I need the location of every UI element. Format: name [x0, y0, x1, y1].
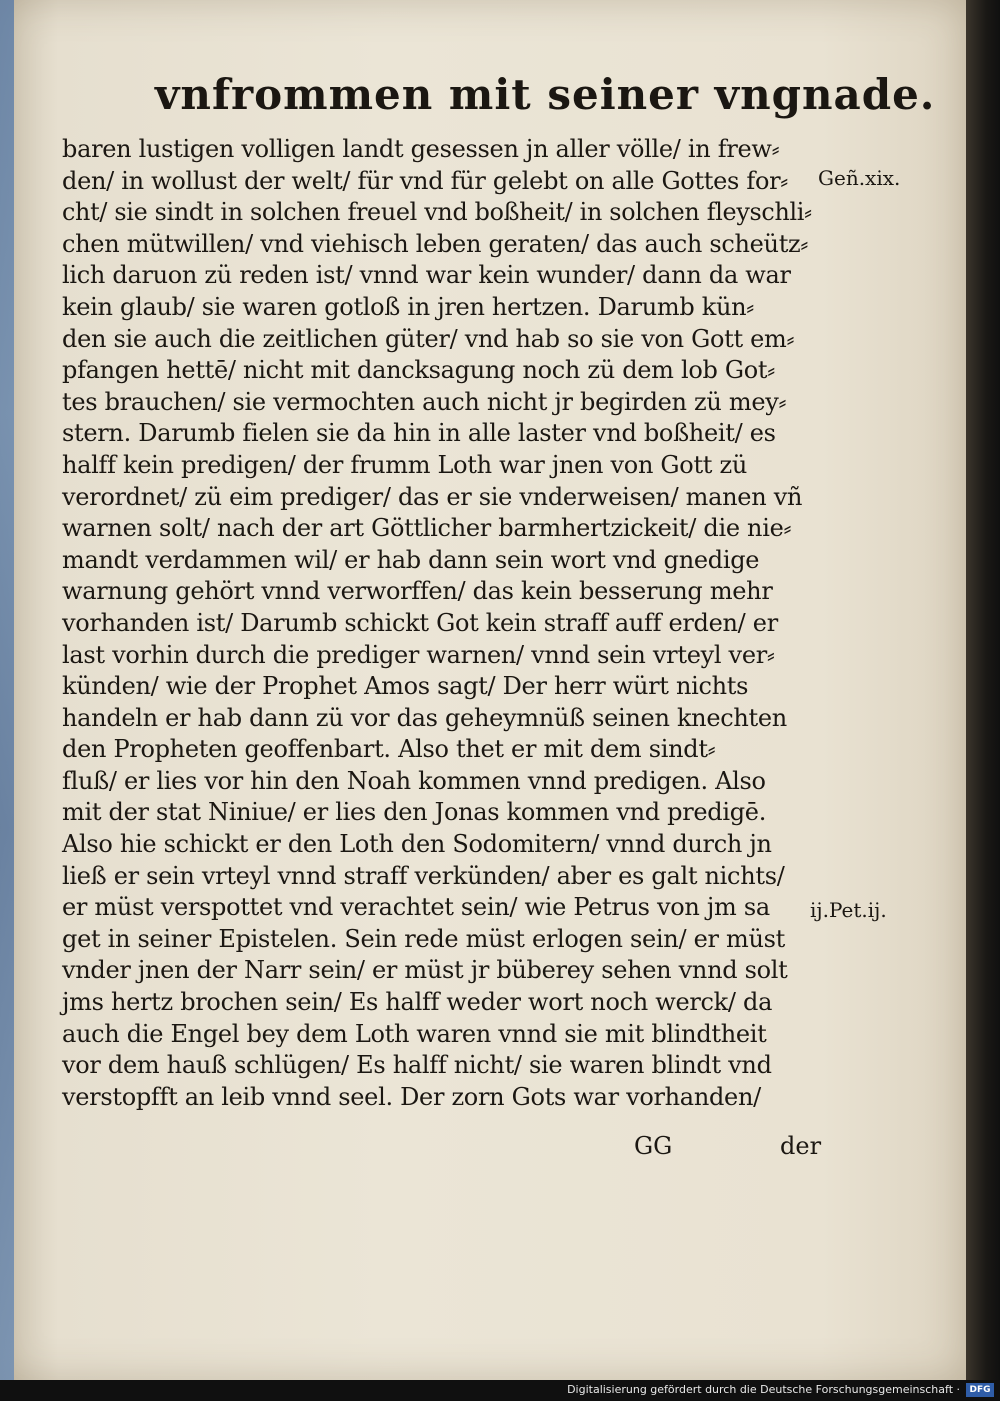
- text-line: vor dem hauß schlügen/ Es halff nicht/ sie waren blindt vnd: [62, 1051, 772, 1080]
- text-line: auch die Engel bey dem Loth waren vnnd sie mit blindtheit: [62, 1019, 767, 1048]
- text-line: stern. Darumb fielen sie da hin in alle laster vnd boßheit/ es: [62, 419, 776, 448]
- text-line: den/ in wollust der welt/ für vnd für gelebt on alle Gottes for⸗: [62, 166, 788, 195]
- text-line: cht/ sie sindt in solchen freuel vnd boßheit/ in solchen fleyschli⸗: [62, 198, 812, 227]
- page-edge-shadow: [966, 0, 1000, 1380]
- text-line: halff kein predigen/ der frumm Loth war jnen von Gott zü: [62, 450, 747, 479]
- dfg-logo-icon: DFG: [966, 1383, 994, 1397]
- text-line: mandt verdammen wil/ er hab dann sein wort vnd gnedige: [62, 545, 760, 574]
- catchword: der: [780, 1132, 822, 1160]
- text-line: vnder jnen der Narr sein/ er müst jr büberey sehen vnnd solt: [62, 956, 788, 985]
- text-line: lich daruon zü reden ist/ vnnd war kein wunder/ dann da war: [62, 261, 791, 290]
- funding-credit: Digitalisierung gefördert durch die Deutsche Forschungsgemeinschaft ·: [567, 1383, 960, 1396]
- text-line: handeln er hab dann zü vor das geheymnüß seinen knechten: [62, 703, 787, 732]
- text-line: get in seiner Epistelen. Sein rede müst erlogen sein/ er müst: [62, 924, 785, 953]
- text-line: vorhanden ist/ Darumb schickt Got kein straff auff erden/ er: [62, 608, 778, 637]
- text-line: baren lustigen volligen landt gesessen jn aller völle/ in frew⸗: [62, 135, 780, 163]
- signature-mark: GG: [634, 1132, 673, 1160]
- text-line: pfangen hettē/ nicht mit dancksagung noch zü dem lob Got⸗: [62, 356, 775, 385]
- text-line: künden/ wie der Prophet Amos sagt/ Der herr würt nichts: [62, 672, 749, 701]
- text-line: er müst verspottet vnd verachtet sein/ wie Petrus von jm sa: [62, 893, 770, 922]
- text-line: warnung gehört vnnd verworffen/ das kein besserung mehr: [62, 577, 773, 606]
- text-line: ließ er sein vrteyl vnnd straff verkünden/ aber es galt nichts/: [62, 861, 785, 890]
- text-line: jms hertz brochen sein/ Es halff weder wort noch werck/ da: [62, 988, 773, 1017]
- text-line: verordnet/ zü eim prediger/ das er sie vnderweisen/ manen vñ: [62, 482, 803, 511]
- text-line: tes brauchen/ sie vermochten auch nicht jr begirden zü mey⸗: [62, 387, 787, 416]
- book-spine-edge: [0, 0, 14, 1380]
- text-line: den Propheten geoffenbart. Also thet er mit dem sindt⸗: [62, 735, 716, 764]
- text-line: kein glaub/ sie waren gotloß in jren hertzen. Darumb kün⸗: [62, 292, 754, 321]
- text-line: mit der stat Niniue/ er lies den Jonas kommen vnd predigē.: [62, 798, 767, 827]
- text-line: Also hie schickt er den Loth den Sodomitern/ vnnd durch jn: [62, 830, 772, 859]
- text-line: last vorhin durch die prediger warnen/ vnnd sein vrteyl ver⸗: [62, 640, 775, 669]
- page-footer-row: [62, 1132, 822, 1166]
- text-line: chen mütwillen/ vnd viehisch leben geraten/ das auch scheütz⸗: [62, 229, 809, 258]
- marginal-note-peter: ij.Pet.ij.: [810, 898, 887, 922]
- body-text: [62, 134, 812, 1113]
- text-line: warnen solt/ nach der art Göttlicher barmhertzickeit/ die nie⸗: [62, 514, 792, 543]
- text-line: den sie auch die zeitlichen güter/ vnd hab so sie von Gott em⸗: [62, 324, 795, 353]
- text-line: fluß/ er lies vor hin den Noah kommen vnnd predigen. Also: [62, 766, 766, 795]
- credit-bar: [0, 1380, 1000, 1401]
- marginal-note-genesis: Geñ.xix.: [818, 166, 901, 190]
- running-head: vnfrommen mit seiner vngnade.: [155, 70, 936, 119]
- text-line: verstopfft an leib vnnd seel. Der zorn Gots war vorhanden/: [62, 1082, 761, 1111]
